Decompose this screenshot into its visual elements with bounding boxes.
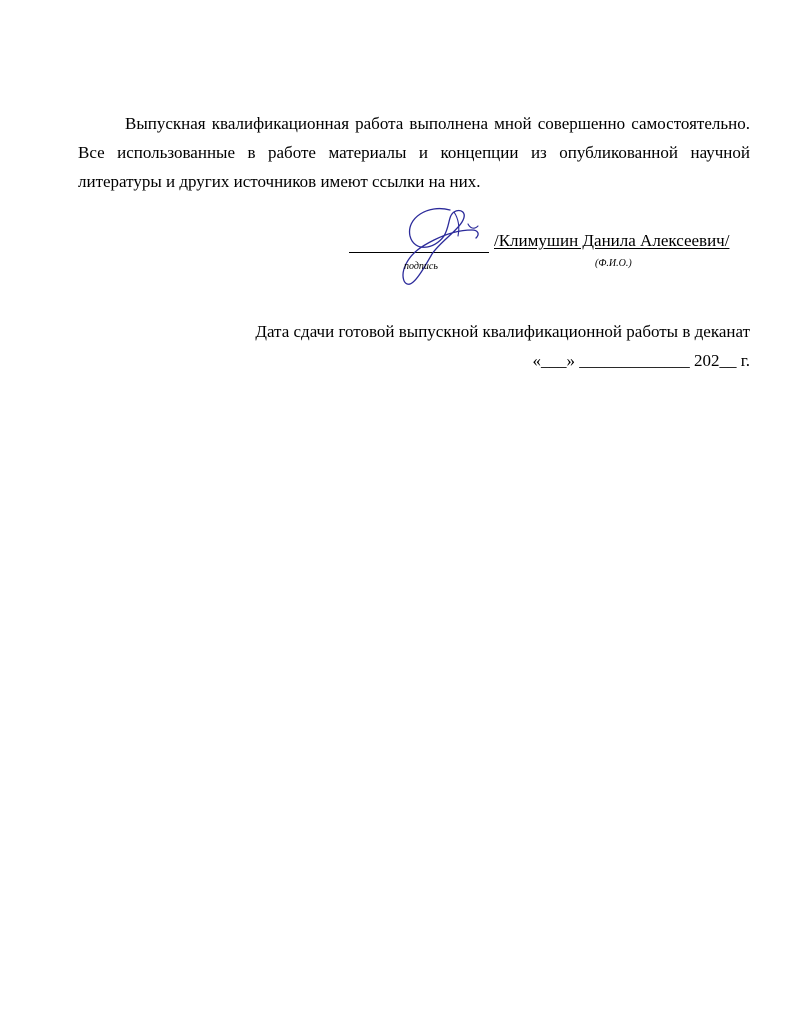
submission-label: Дата сдачи готовой выпускной квалификационной работы в деканат xyxy=(255,322,750,341)
student-name-text: /Климушин Данила Алексеевич/ xyxy=(494,231,730,250)
declaration-paragraph: Выпускная квалификационная работа выполнена мной совершенно самостоятельно. Все использованные в работе материалы и концепции из опубликованной научной литературы и других источников имеют ссылки на них. xyxy=(78,114,750,191)
student-name xyxy=(494,230,729,252)
handwritten-signature xyxy=(388,196,488,292)
signature-caption: подпись xyxy=(404,261,438,272)
submission-date-blank: «___» _____________ 202__ г. xyxy=(532,351,750,370)
fio-caption: (Ф.И.О.) xyxy=(595,258,632,269)
